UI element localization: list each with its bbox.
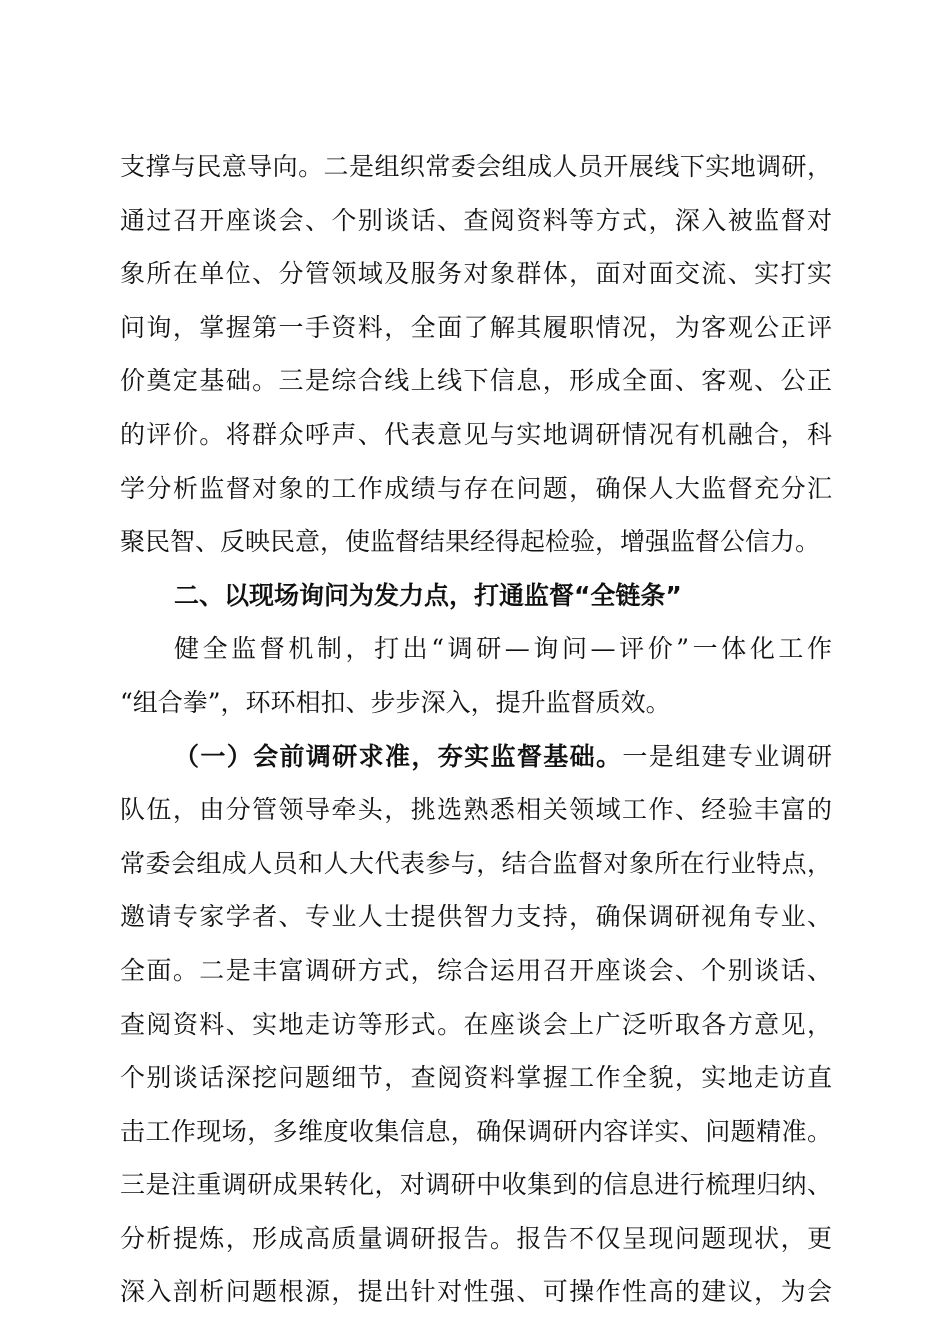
paragraph-line: 象所在单位、分管领域及服务对象群体，面对面交流、实打实 [120, 259, 832, 289]
paragraph-line: 查阅资料、实地走访等形式。在座谈会上广泛听取各方意见， [120, 1009, 832, 1039]
paragraph-line: “组合拳”，环环相扣、步步深入，提升监督质效。 [120, 687, 671, 717]
paragraph-line: 健全监督机制，打出“调研—询问—评价”一体化工作 [174, 634, 832, 664]
paragraph-line: 聚民智、反映民意，使监督结果经得起检验，增强监督公信力。 [120, 527, 821, 557]
subsection-heading: （一）会前调研求准，夯实监督基础。 [174, 741, 623, 771]
paragraph-line: 击工作现场，多维度收集信息，确保调研内容详实、问题精准。 [120, 1116, 832, 1146]
paragraph-line: 深入剖析问题根源，提出针对性强、可操作性高的建议，为会 [120, 1277, 832, 1307]
paragraph-line-text: 一是组建专业调研 [622, 741, 832, 771]
paragraph-line: 的评价。将群众呼声、代表意见与实地调研情况有机融合，科 [120, 419, 832, 449]
paragraph-2 [120, 622, 832, 729]
paragraph-1 [120, 140, 832, 569]
paragraph-line: 分析提炼，形成高质量调研报告。报告不仅呈现问题现状，更 [120, 1223, 832, 1253]
paragraph-line: 学分析监督对象的工作成绩与存在问题，确保人大监督充分汇 [120, 473, 832, 503]
paragraph-3 [120, 730, 832, 1320]
paragraph-line: 问询，掌握第一手资料，全面了解其履职情况，为客观公正评 [120, 312, 832, 342]
document-body [120, 140, 832, 1319]
paragraph-line: 价奠定基础。三是综合线上线下信息，形成全面、客观、公正 [120, 366, 832, 396]
paragraph-line: 三是注重调研成果转化，对调研中收集到的信息进行梳理归纳、 [120, 1170, 832, 1200]
paragraph-line: 个别谈话深挖问题细节，查阅资料掌握工作全貌，实地走访直 [120, 1063, 832, 1093]
paragraph-first-line [120, 730, 832, 784]
paragraph-line: 队伍，由分管领导牵头，挑选熟悉相关领域工作、经验丰富的 [120, 795, 832, 825]
section-heading: 二、以现场询问为发力点，打通监督“全链条” [174, 580, 682, 610]
paragraph-line: 常委会组成人员和人大代表参与，结合监督对象所在行业特点， [120, 848, 832, 878]
paragraph-line: 支撑与民意导向。二是组织常委会组成人员开展线下实地调研， [120, 152, 832, 181]
paragraph-line: 全面。二是丰富调研方式，综合运用召开座谈会、个别谈话、 [120, 955, 832, 985]
paragraph-line: 通过召开座谈会、个别谈话、查阅资料等方式，深入被监督对 [120, 205, 832, 235]
paragraph-line: 邀请专家学者、专业人士提供智力支持，确保调研视角专业、 [120, 902, 832, 932]
